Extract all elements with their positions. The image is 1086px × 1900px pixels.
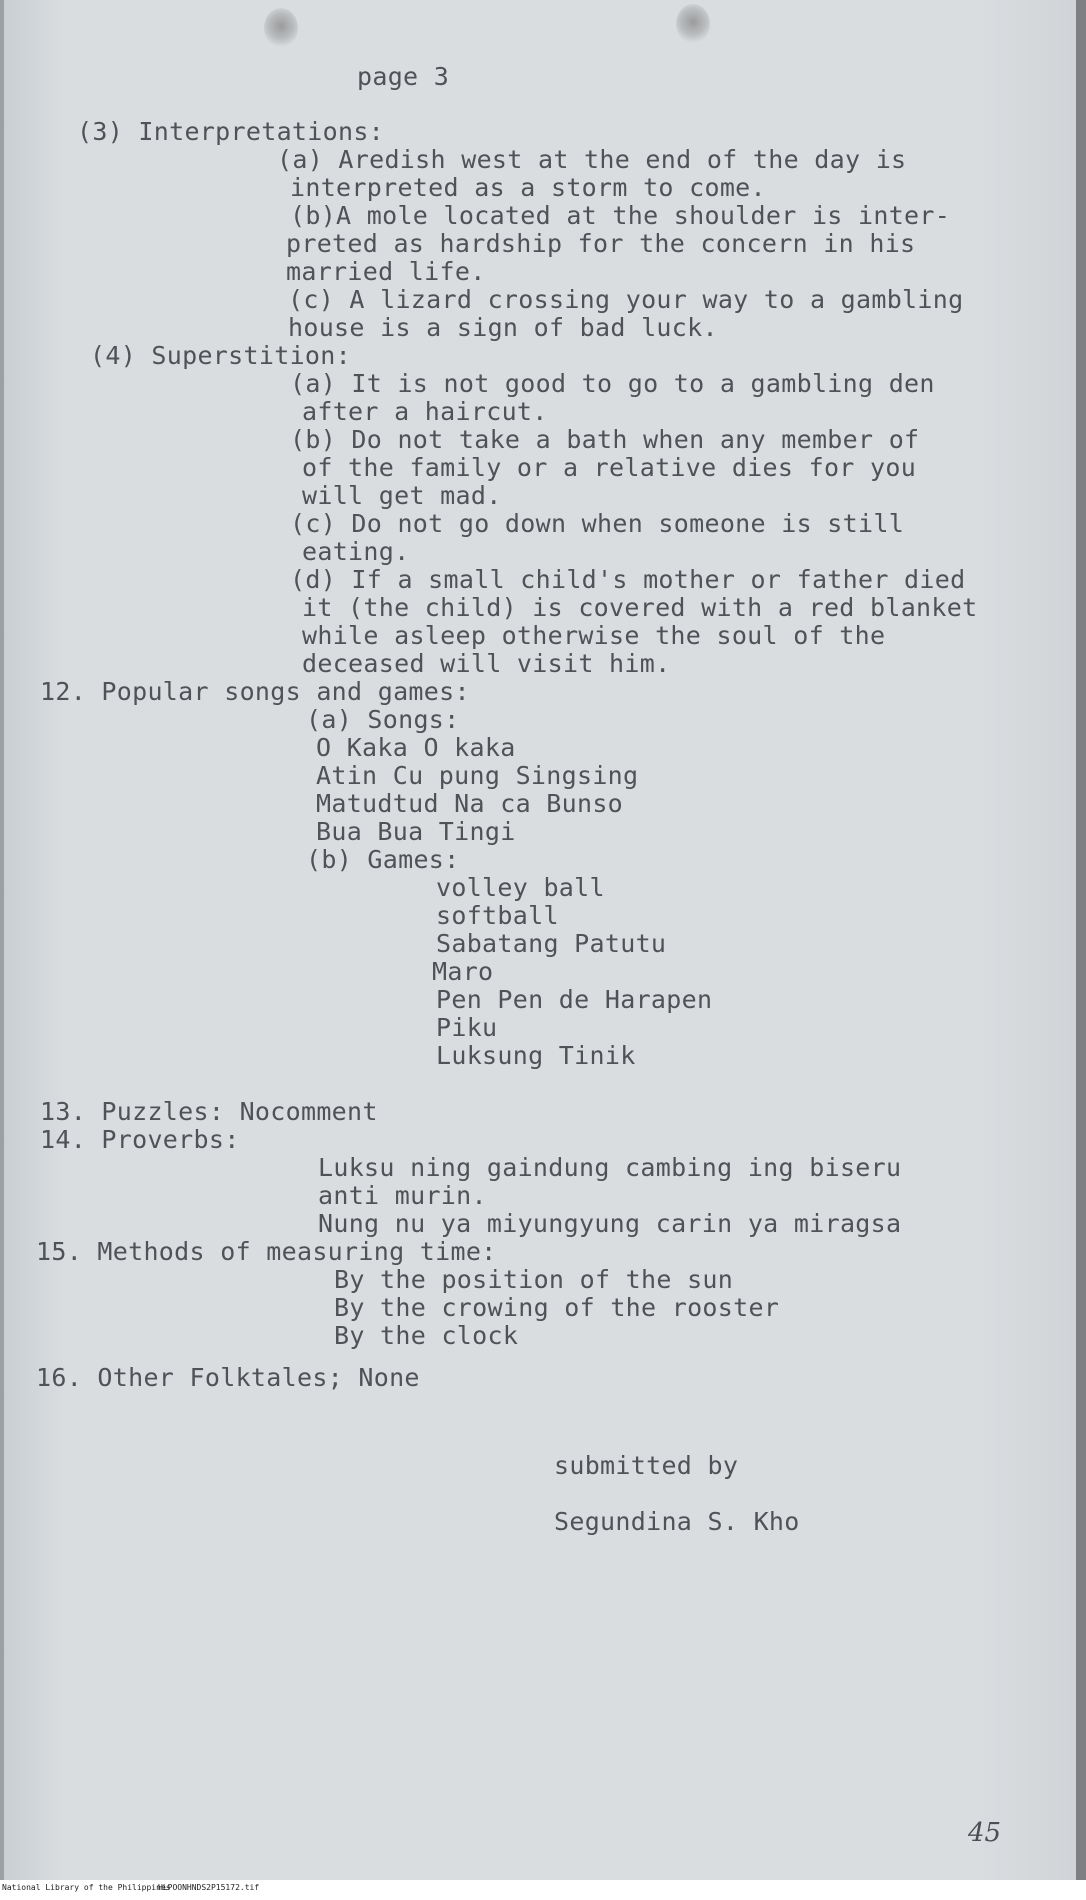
proverb-1-line-2: anti murin. [318, 1181, 487, 1210]
interpretation-b-line-3: married life. [286, 257, 486, 286]
scan-footer [0, 1880, 1086, 1900]
submitted-by-label: submitted by [554, 1451, 739, 1480]
section-14-heading: 14. Proverbs: [40, 1125, 240, 1154]
handwritten-page-mark: 45 [968, 1818, 1002, 1848]
superstition-a-line-2: after a haircut. [302, 397, 548, 426]
punch-hole-right [676, 4, 710, 44]
songs-label: (a) Songs: [306, 705, 460, 734]
punch-hole-left [264, 8, 298, 48]
interpretation-b-line-2: preted as hardship for the concern in his [286, 229, 916, 258]
interpretation-c-line-1: (c) A lizard crossing your way to a gambling [288, 285, 964, 314]
superstition-d-line-2: it (the child) is covered with a red blanket [302, 593, 978, 622]
song-4: Bua Bua Tingi [316, 817, 516, 846]
games-label: (b) Games: [306, 845, 460, 874]
interpretation-a-line-2: interpreted as a storm to come. [290, 173, 766, 202]
author-name: Segundina S. Kho [554, 1507, 800, 1536]
section-4-heading: (4) Superstition: [90, 341, 351, 370]
superstition-b-line-2: of the family or a relative dies for you [302, 453, 917, 482]
page-right-edge [1076, 0, 1086, 1880]
game-2: softball [436, 901, 559, 930]
page-number: page 3 [357, 62, 450, 91]
superstition-a-line-1: (a) It is not good to go to a gambling den [290, 369, 935, 398]
section-13: 13. Puzzles: Nocomment [40, 1097, 378, 1126]
game-1: volley ball [436, 873, 605, 902]
game-3: Sabatang Patutu [436, 929, 667, 958]
footer-library-name: National Library of the Philippines [2, 1883, 171, 1892]
song-1: O Kaka O kaka [316, 733, 516, 762]
method-1: By the position of the sun [334, 1265, 734, 1294]
interpretation-a-line-1: (a) Aredish west at the end of the day is [277, 145, 907, 174]
proverb-2: Nung nu ya miyungyung carin ya miragsa [318, 1209, 902, 1238]
interpretation-b-line-1: (b)A mole located at the shoulder is inter- [290, 201, 951, 230]
game-4: Maro [432, 957, 494, 986]
page-left-edge [0, 0, 4, 1880]
section-12-heading: 12. Popular songs and games: [40, 677, 470, 706]
method-2: By the crowing of the rooster [334, 1293, 780, 1322]
superstition-d-line-4: deceased will visit him. [302, 649, 671, 678]
game-6: Piku [436, 1013, 498, 1042]
interpretation-c-line-2: house is a sign of bad luck. [288, 313, 718, 342]
game-7: Luksung Tinik [436, 1041, 636, 1070]
method-3: By the clock [334, 1321, 519, 1350]
superstition-d-line-3: while asleep otherwise the soul of the [302, 621, 886, 650]
proverb-1-line-1: Luksu ning gaindung cambing ing biseru [318, 1153, 902, 1182]
section-3-heading: (3) Interpretations: [77, 117, 385, 146]
section-16: 16. Other Folktales; None [36, 1363, 420, 1392]
section-15-heading: 15. Methods of measuring time: [36, 1237, 497, 1266]
superstition-c-line-1: (c) Do not go down when someone is still [290, 509, 905, 538]
game-5: Pen Pen de Harapen [436, 985, 713, 1014]
superstition-b-line-1: (b) Do not take a bath when any member of [290, 425, 920, 454]
song-2: Atin Cu pung Singsing [316, 761, 639, 790]
song-3: Matudtud Na ca Bunso [316, 789, 624, 818]
superstition-c-line-2: eating. [302, 537, 410, 566]
footer-file-id: HLPOONHNDS2P15172.tif [158, 1883, 260, 1892]
superstition-d-line-1: (d) If a small child's mother or father died [290, 565, 966, 594]
superstition-b-line-3: will get mad. [302, 481, 502, 510]
